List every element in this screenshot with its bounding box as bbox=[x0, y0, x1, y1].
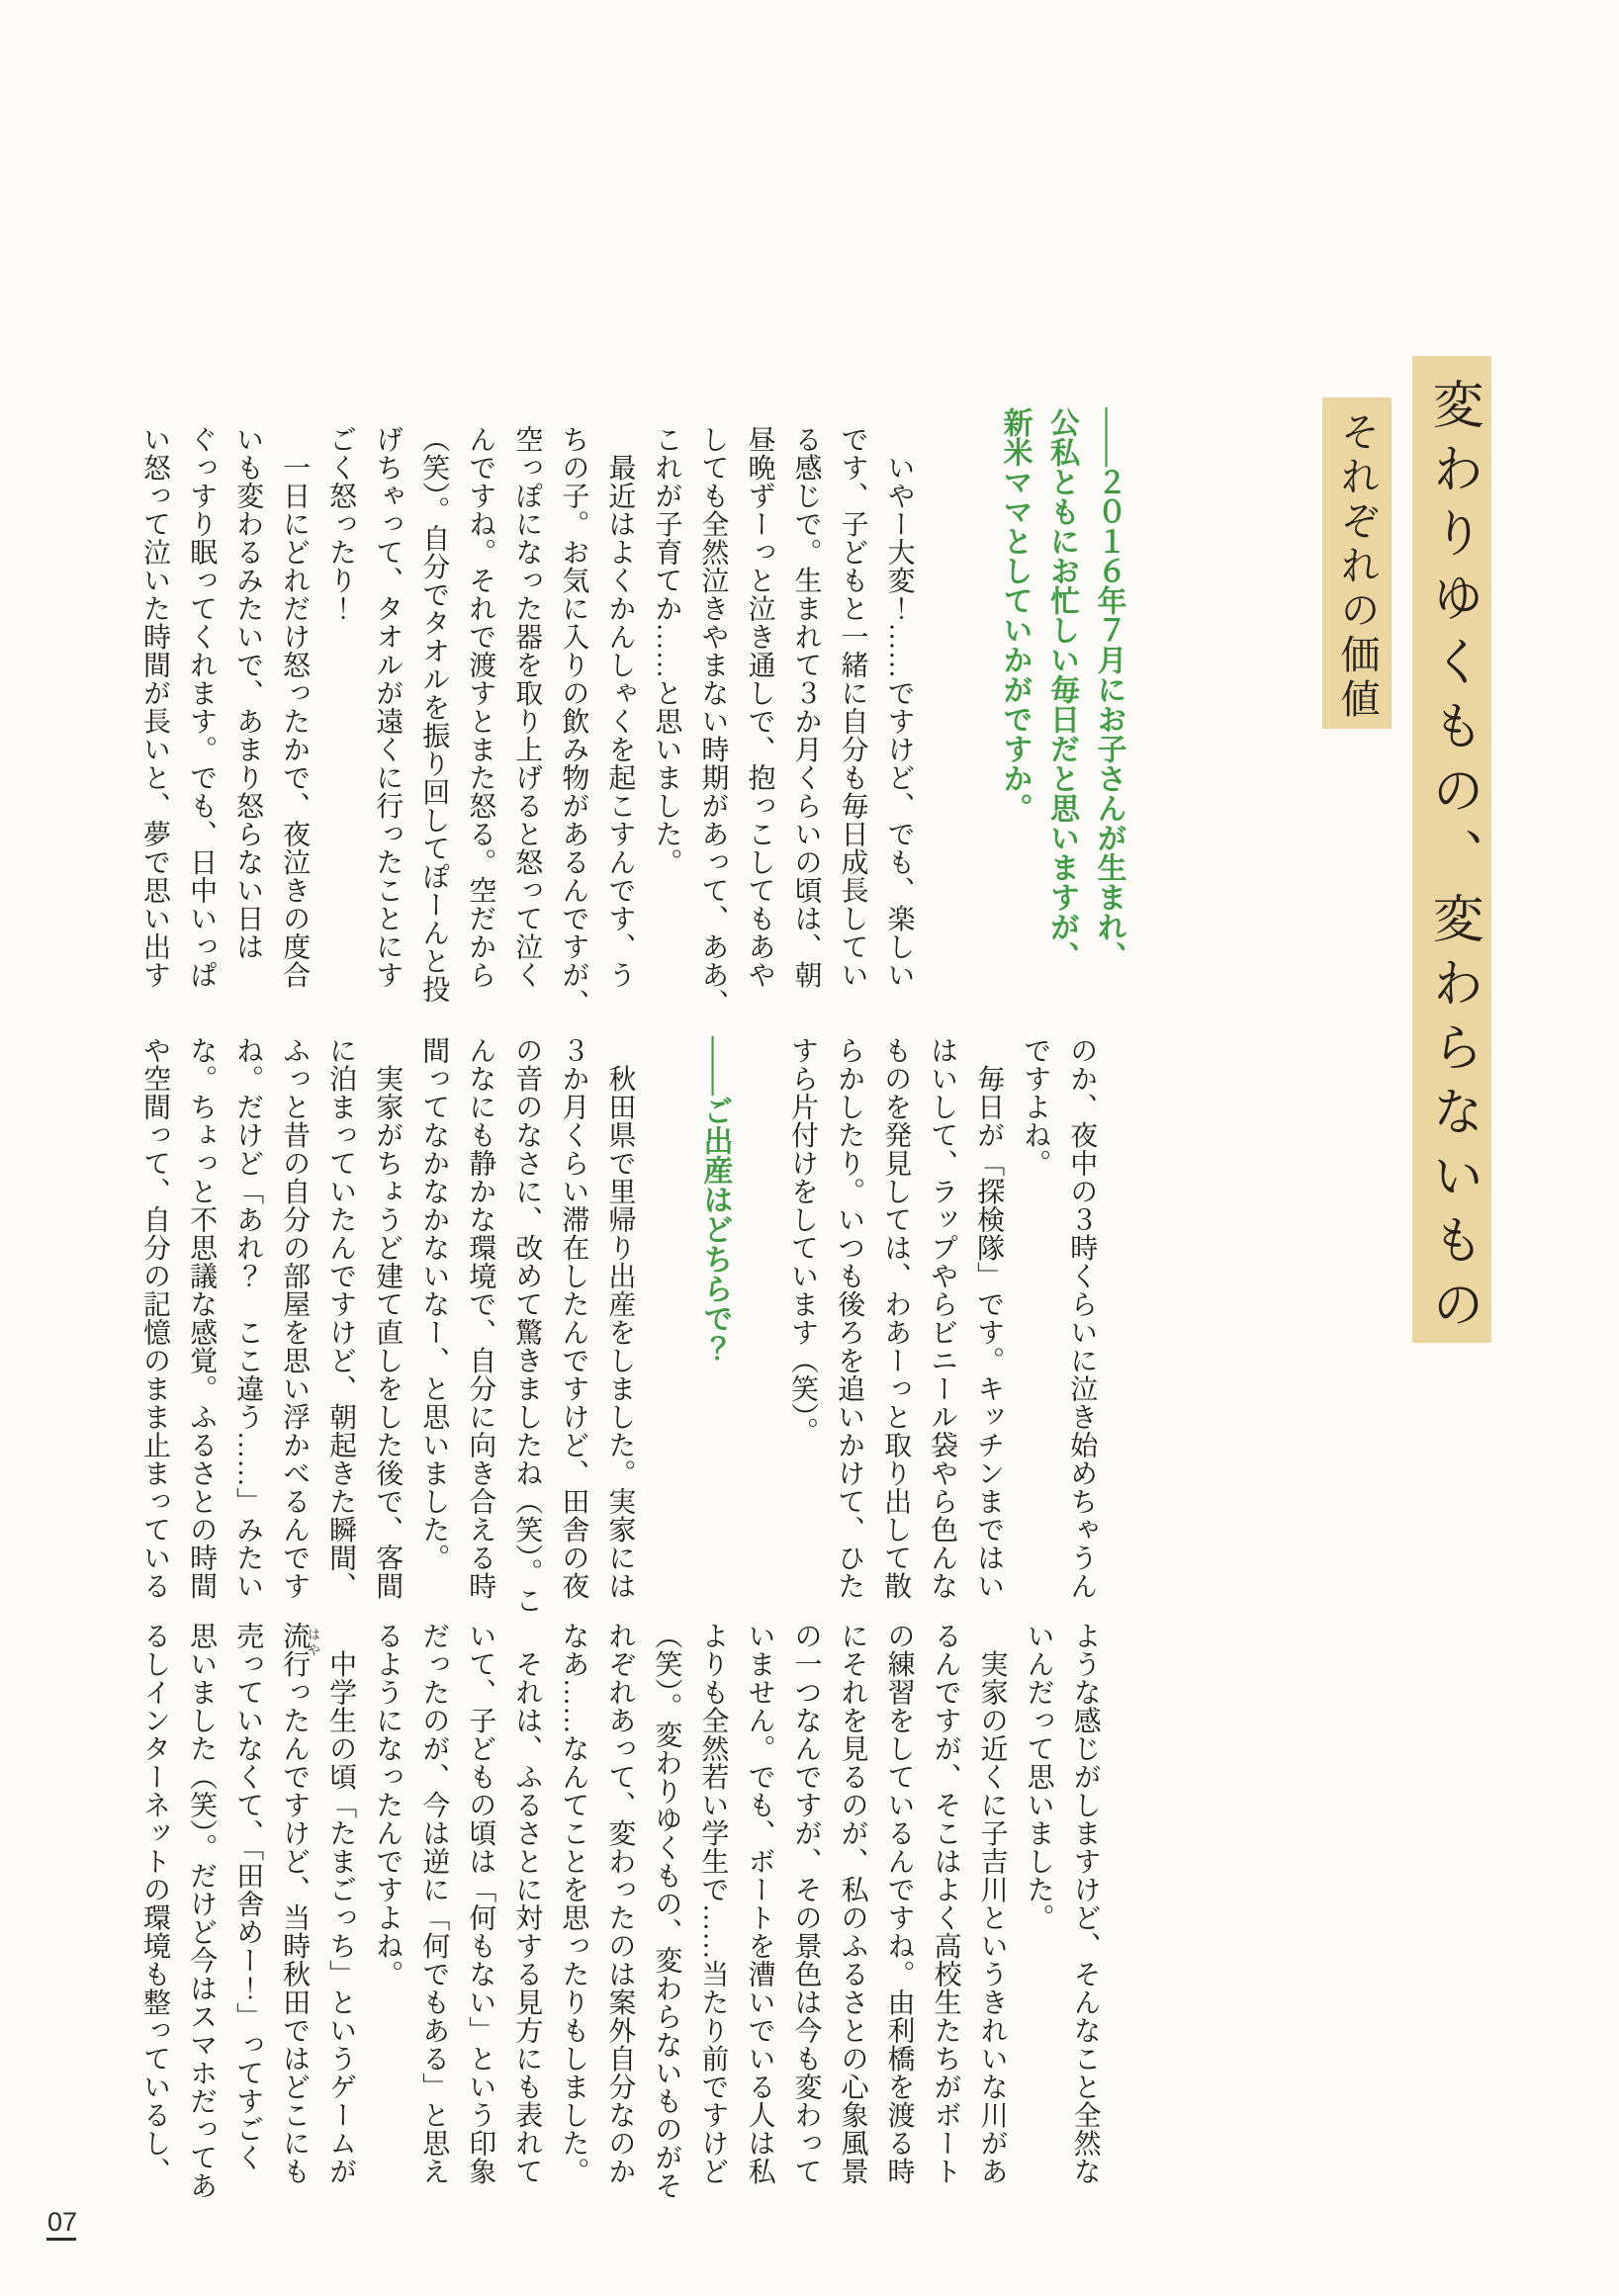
question-column: ――２０１６年７月にお子さんが生まれ、 bbox=[1092, 407, 1125, 971]
text-column: 最近はよくかんしゃくを起こすんです、う bbox=[604, 425, 636, 989]
text-column: いも変わるみたいで、あまり怒らない日は bbox=[232, 425, 264, 961]
page-title: 変わりゆくもの、変わらないもの bbox=[1424, 378, 1481, 1342]
text-column: ちの子。お気に入りの飲み物があるんですが、 bbox=[558, 425, 589, 1017]
text-column: ごく怒ったり！ bbox=[325, 425, 357, 623]
text-column: げちゃって、タオルが遠くに行ったことにす bbox=[372, 425, 404, 989]
text-column: 空っぽになった器を取り上げると怒って泣く bbox=[511, 425, 543, 989]
page-number-rule bbox=[46, 2238, 76, 2241]
question-column: ――ご出産はどちらで？ bbox=[698, 1036, 732, 1363]
text-column: です、子どもと一緒に自分も毎日成長してい bbox=[837, 425, 868, 989]
text-column: ふっと昔の自分の部屋を思い浮かべるんです bbox=[279, 1036, 311, 1600]
text-column: 実家がちょうど建て直しをした後で、客間 bbox=[372, 1036, 404, 1600]
text-column: いて、子どもの頃は「何もない」という印象 bbox=[465, 1622, 496, 2185]
text-column: るようになったんですよね。 bbox=[372, 1622, 404, 1988]
text-column: （笑）。変わりゆくもの、変わらないものがそ bbox=[651, 1622, 682, 2200]
text-column: はいして、ラップやらビニール袋やら色んな bbox=[927, 1036, 958, 1600]
text-column: れぞれあって、変わったのは案外自分なのか bbox=[604, 1622, 636, 2185]
text-column: すら片付けをしています（笑）。 bbox=[787, 1036, 819, 1446]
band2-answer-a bbox=[786, 1036, 1098, 1600]
text-column: い怒って泣いた時間が長いと、夢で思い出す bbox=[139, 425, 171, 989]
text-column: の音のなさに、改めて驚きましたね（笑）。こ bbox=[511, 1036, 543, 1615]
text-column: に泊まっていたんですけど、朝起きた瞬間、 bbox=[325, 1036, 357, 1600]
band2-answer-b bbox=[138, 1036, 636, 1615]
text-column: 思いました（笑）。だけど今はスマホだってあ bbox=[186, 1622, 218, 2200]
text-column: らかしたり。いつも後ろを追いかけて、ひた bbox=[834, 1036, 865, 1600]
text-column: 流行ったんですけど、当時秋田ではどこにも bbox=[279, 1622, 311, 2185]
text-column: ような感じがしますけど、そんなこと全然な bbox=[1069, 1622, 1101, 2185]
text-column: る感じで。生まれて３か月くらいの頃は、朝 bbox=[790, 425, 822, 989]
text-column: ものを発見しては、わあーっと取り出して散 bbox=[880, 1036, 912, 1600]
question-column: 新米ママとしていかがですか。 bbox=[998, 407, 1032, 823]
page-subtitle: それぞれの価値 bbox=[1335, 411, 1380, 723]
text-column: にそれを見るのが、私のふるさとの心象風景 bbox=[837, 1622, 868, 2185]
text-column: るんですが、そこはよく高校生たちがボート bbox=[930, 1622, 961, 2185]
text-column: 毎日が「探検隊」です。キッチンまではい bbox=[973, 1036, 1005, 1600]
title-box-main bbox=[1412, 356, 1491, 1343]
text-column: これが子育てか……と思いました。 bbox=[651, 425, 682, 876]
text-column: んなにも静かな環境で、自分に向き合える時 bbox=[465, 1036, 496, 1600]
text-column: それは、ふるさとに対する見方にも表れて bbox=[511, 1622, 543, 2185]
text-column: いません。でも、ボートを漕いでいる人は私 bbox=[744, 1622, 775, 2185]
text-column: なあ……なんてことを思ったりもしました。 bbox=[558, 1622, 589, 2185]
band1-answer bbox=[138, 425, 916, 1017]
band2-question bbox=[697, 1036, 732, 1363]
text-column: いんだって思いました。 bbox=[1023, 1622, 1054, 1932]
question-column: 公私ともにお忙しい毎日だと思いますが、 bbox=[1045, 407, 1078, 971]
text-column: 間ってなかなかないなー、と思いました。 bbox=[418, 1036, 450, 1572]
text-column: 売っていなくて、「田舎めー！」ってすごく bbox=[232, 1622, 264, 2171]
text-column: んですね。それで渡すとまた怒る。空だから bbox=[465, 425, 496, 989]
text-column: の練習をしているんですね。由利橋を渡る時 bbox=[883, 1622, 915, 2185]
text-column: な。ちょっと不思議な感覚。ふるさとの時間 bbox=[186, 1036, 218, 1600]
text-column: （笑）。自分でタオルを振り回してぽーんと投 bbox=[418, 425, 450, 1004]
text-column: 実家の近くに子吉川というきれいな川があ bbox=[976, 1622, 1008, 2185]
text-column: ぐっすり眠ってくれます。でも、日中いっぱ bbox=[186, 425, 218, 989]
text-column: しても全然泣きやまない時期があって、ああ、 bbox=[697, 425, 729, 1017]
text-column: いやー大変！……ですけど、でも、楽しい bbox=[883, 425, 915, 989]
text-column: ですよね。 bbox=[1020, 1036, 1051, 1178]
text-column: 昼晩ずーっと泣き通しで、抱っこしてもあや bbox=[744, 425, 775, 989]
text-column: よりも全然若い学生で……当たり前ですけど bbox=[697, 1622, 729, 2185]
text-column: るしインターネットの環境も整っているし、 bbox=[139, 1622, 171, 2185]
furigana-label: はや bbox=[306, 1628, 320, 1659]
text-column: や空間って、自分の記憶のまま止まっている bbox=[139, 1036, 171, 1600]
text-column: ３か月くらい滞在したんですけど、田舎の夜 bbox=[558, 1036, 589, 1600]
title-box-sub bbox=[1322, 397, 1392, 729]
text-column: 一日にどれだけ怒ったかで、夜泣きの度合 bbox=[279, 425, 311, 989]
text-column: のか、夜中の３時くらいに泣き始めちゃうん bbox=[1066, 1036, 1098, 1600]
text-column: 秋田県で里帰り出産をしました。実家には bbox=[604, 1036, 636, 1600]
band1-question bbox=[997, 407, 1125, 971]
page-number: 07 bbox=[47, 2207, 78, 2237]
text-column: の一つなんですが、その景色は今も変わって bbox=[790, 1622, 822, 2185]
band3-answer bbox=[138, 1622, 1102, 2200]
text-column: ね。だけど「あれ？ ここ違う……」みたい bbox=[232, 1036, 264, 1600]
text-column: だったのが、今は逆に「何でもある」と思え bbox=[418, 1622, 450, 2185]
text-column: 中学生の頃「たまごっち」というゲームが bbox=[325, 1622, 357, 2185]
